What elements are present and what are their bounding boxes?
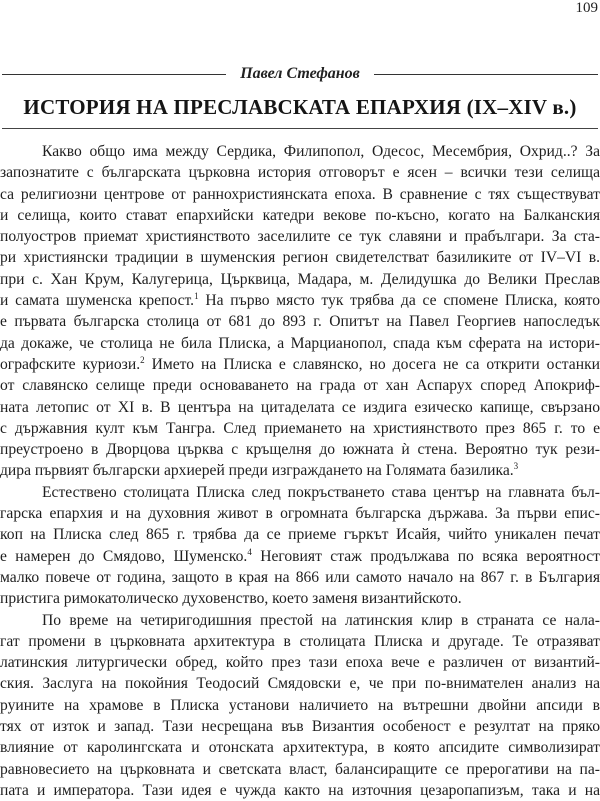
text-line: Какво общо има между Сердика, Филипопол, Одесос, Месембрия, Охрид..? За (42, 143, 600, 160)
footnote-ref: 3 (513, 461, 519, 472)
text-line: и селища, които стават епархийски катедри векове по-късно, когато на Балканския (0, 206, 600, 224)
text-line: ната летопис от XI в. В центъра на цитаделата се издига езическо капище, свързано (0, 398, 600, 416)
text-line: е първата българска столица от 681 до 893 г. Опитът на Павел Георгиев напоследък (0, 313, 600, 331)
footnote-ref: 2 (140, 354, 145, 365)
footnote-ref: 4 (247, 546, 252, 557)
text-line: пристига римокатолическо духовенство, което заменя византийското. (0, 590, 462, 608)
text-line: влияние от каролингската и отонската архитектура, в която апсидите символизират (0, 739, 600, 757)
text-line: равновесието на църковната и светската власт, балансиращите се прерогативи на па- (0, 760, 600, 778)
text-line: дира първият български архиерей преди изграждането на Голямата базилика.$^3$ (0, 461, 519, 480)
author-header (2, 63, 598, 85)
author-name: Павел Стефанов (240, 65, 360, 82)
text-line: По време на четиригодишния престой на латинския клир в страната се нала- (42, 611, 600, 629)
footnote-ref: 1 (194, 291, 199, 302)
page-number: 109 (575, 0, 598, 16)
text-line: с държавния култ към Тангра. След приемането на християнството през 865 г. то е (0, 419, 600, 437)
text-line: ри християнски традиции в шуменския регион свидетелстват базиликите от IV–VI в. (0, 249, 600, 267)
text-line: при с. Хан Крум, Калугерица, Църквица, Мадара, м. Делидушка до Велики Преслав (0, 270, 600, 288)
text-line: руините на храмове в Плиска установи наличието на вътрешни двойни апсиди в (0, 696, 600, 714)
text-line: пата и императора. Тази идея е чужда както на източния цезаропапизъм, така и на (0, 781, 600, 799)
text-line: полуостров приемат християнството заселилите се тук славяни и прабългари. За ста- (0, 228, 600, 246)
text-line: преустроено в Дворцова църква с кръщелня до южната ѝ стена. Вероятно тук рези- (0, 441, 600, 459)
text-line: е намерен до Смядово, Шуменско.$^4$ Неговият стаж продължава по всяка вероятност (0, 546, 600, 565)
text-line: ския. Заслуга на покойния Теодосий Смядовски е, че при по-внимателен анализ на (0, 675, 600, 693)
article-body (0, 141, 600, 801)
text-line: гат промени в църковната архитектура в столицата Плиска и другаде. Те отразяват (0, 632, 600, 650)
left-rule (2, 74, 226, 75)
text-line: запознатите с българската църковна история отговорът е ясен – всички тези селища (0, 164, 600, 182)
text-line: от славянско селище преди основаването на града от хан Аспарух според Апокриф- (0, 377, 600, 395)
text-line: Естествено столицата Плиска след покръстването става център на главната бъл- (42, 483, 600, 501)
text-line: латинския литургически обред, който през тази епоха вече е различен от византий- (0, 654, 600, 672)
text-line: ографските куриози.$^2$ Името на Плиска е славянско, но досега не са открити останки (0, 354, 600, 373)
text-line: коп на Плиска след 865 г. трябва да се приеме гъркът Исайя, чийто уникален печат (0, 526, 600, 544)
text-line: и самата шуменска крепост.$^1$ На първо място тук трябва да се спомене Плиска, която (0, 291, 600, 310)
text-line: са религиозни центрове от раннохристиянската епоха. В сравнение с тях съществуват (0, 185, 600, 203)
text-line: тях от изток и запад. Тази несрещана във Византия особеност е резултат на пряко (0, 718, 600, 736)
text-line: да докаже, че столица не била Плиска, а Марцианопол, спада към сферата на истори- (0, 334, 600, 352)
article-title: ИСТОРИЯ НА ПРЕСЛАВСКАТА ЕПАРХИЯ (IX–XIV в.) (23, 95, 577, 119)
text-line: гарска епархия и на духовния живот в огромната българска държава. За първи епис- (0, 505, 600, 523)
right-rule (374, 74, 598, 75)
text-line: малко повече от година, защото в края на 866 или самото начало на 867 г. в България (0, 568, 600, 586)
title-rule (2, 128, 598, 129)
